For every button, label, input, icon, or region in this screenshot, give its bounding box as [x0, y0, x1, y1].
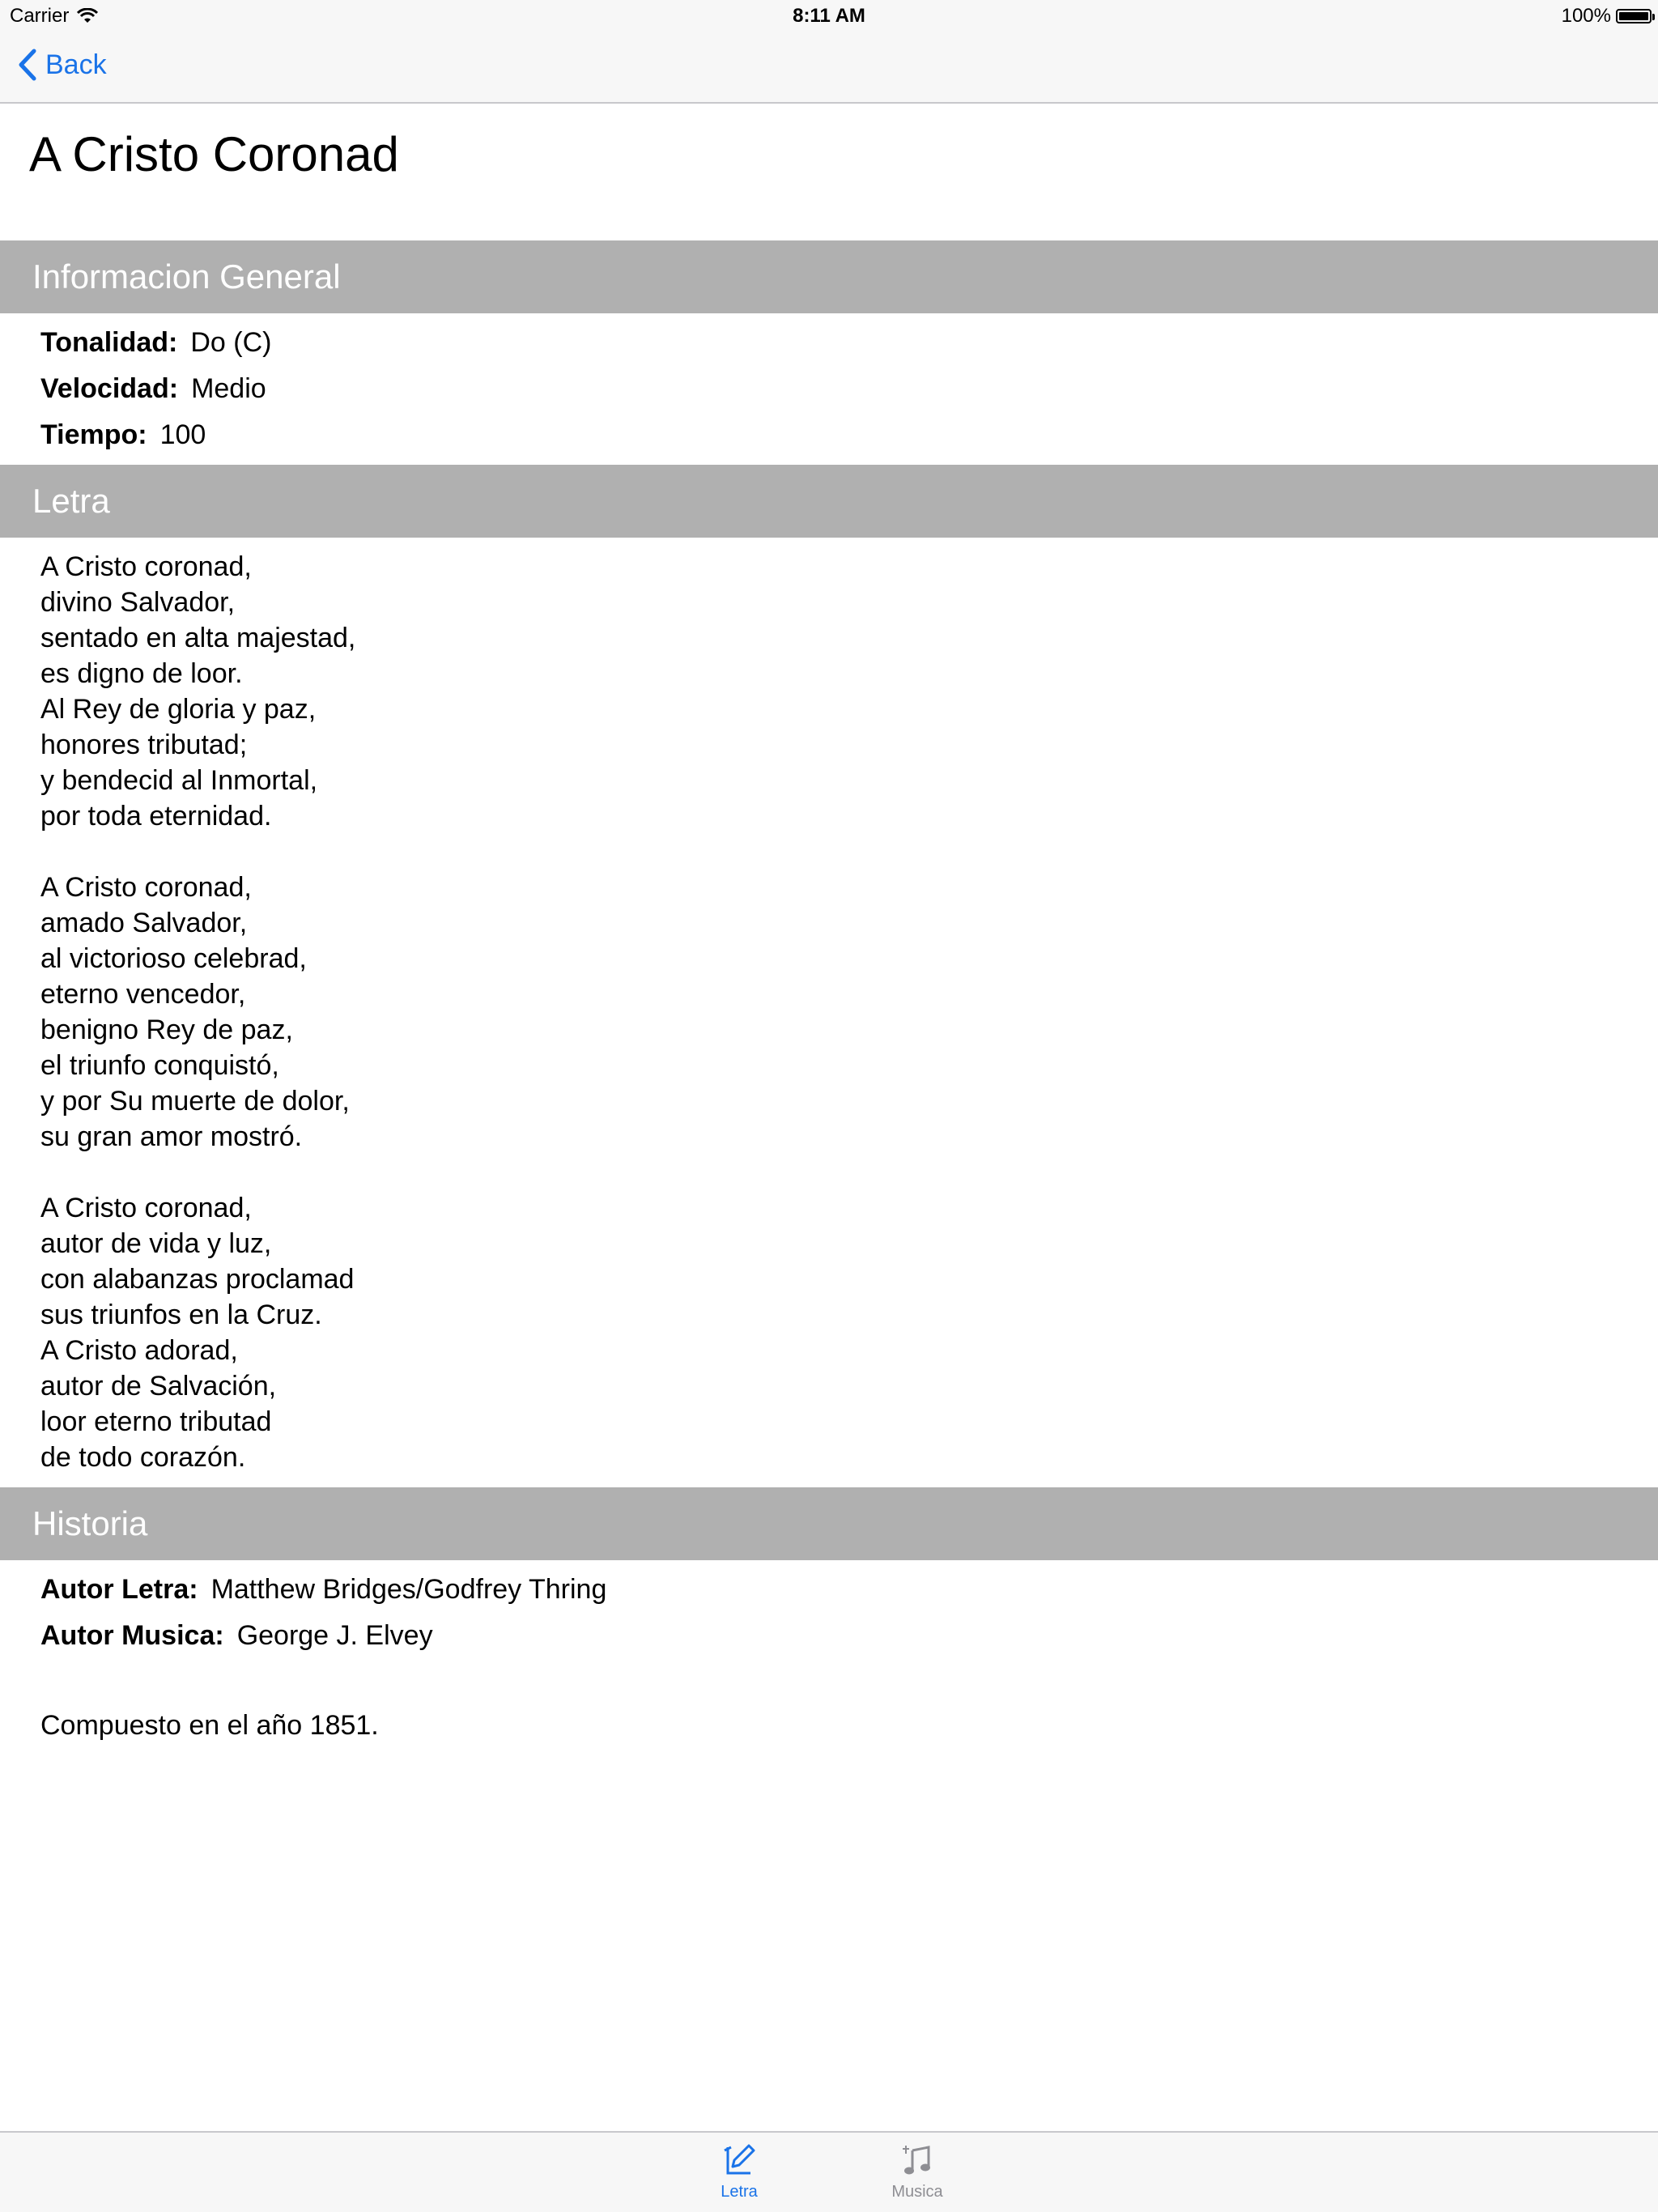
status-time: 8:11 AM: [793, 5, 865, 27]
lyric-line: sus triunfos en la Cruz.: [40, 1300, 322, 1330]
tab-bar: [0, 2131, 1658, 2212]
lyric-line: A Cristo adorad,: [40, 1335, 238, 1366]
info-row-tonalidad: [40, 326, 271, 359]
lyric-line: divino Salvador,: [40, 587, 236, 618]
music-note-icon: [899, 2142, 935, 2178]
tab-label: Letra: [721, 2183, 758, 2201]
lyric-line: y bendecid al Inmortal,: [40, 765, 318, 796]
info-value: Medio: [191, 373, 266, 404]
lyrics-stanza-3: [40, 1190, 355, 1475]
edit-icon: [721, 2142, 757, 2178]
info-label: Autor Letra:: [40, 1574, 198, 1605]
back-label: Back: [45, 49, 107, 80]
lyrics-text: [40, 549, 355, 1475]
status-right: [1562, 5, 1652, 28]
info-value: Do (C): [190, 327, 272, 358]
lyric-line: benigno Rey de paz,: [40, 1015, 293, 1045]
chevron-left-icon: [18, 49, 37, 81]
section-header-lyrics: Letra: [0, 465, 1658, 538]
lyric-line: al victorioso celebrad,: [40, 943, 307, 974]
lyric-line: amado Salvador,: [40, 908, 248, 938]
lyric-line: autor de vida y luz,: [40, 1228, 272, 1259]
info-value: George J. Elvey: [236, 1620, 433, 1651]
section-header-general: Informacion General: [0, 240, 1658, 313]
lyric-line: con alabanzas proclamad: [40, 1264, 355, 1295]
battery-percentage: 100%: [1561, 5, 1611, 27]
lyric-line: de todo corazón.: [40, 1442, 246, 1473]
info-label: Velocidad:: [40, 373, 179, 404]
page-title: A Cristo Coronad: [29, 127, 399, 181]
lyric-line: loor eterno tributad: [40, 1406, 272, 1437]
info-value: Matthew Bridges/Godfrey Thring: [210, 1574, 607, 1605]
back-button[interactable]: [18, 49, 107, 81]
navigation-bar: [0, 32, 1658, 104]
lyric-line: Al Rey de gloria y paz,: [40, 694, 317, 725]
lyric-line: por toda eternidad.: [40, 801, 272, 832]
lyric-line: eterno vencedor,: [40, 979, 246, 1010]
lyric-line: honores tributad;: [40, 730, 248, 760]
status-bar: [0, 0, 1658, 32]
tab-label: Musica: [891, 2183, 943, 2201]
lyric-line: autor de Salvación,: [40, 1371, 277, 1402]
info-label: Autor Musica:: [40, 1620, 224, 1651]
carrier-label: Carrier: [10, 5, 70, 27]
info-row-tiempo: [40, 419, 206, 451]
lyric-line: sentado en alta majestad,: [40, 623, 356, 653]
info-label: Tonalidad:: [40, 327, 178, 358]
lyric-line: A Cristo coronad,: [40, 872, 252, 903]
lyric-line: es digno de loor.: [40, 658, 243, 689]
tab-letra[interactable]: [691, 2142, 788, 2201]
lyrics-stanza-1: [40, 549, 355, 834]
lyric-line: A Cristo coronad,: [40, 1193, 252, 1223]
lyric-line: su gran amor mostró.: [40, 1121, 303, 1152]
tab-musica[interactable]: [869, 2142, 966, 2201]
battery-icon: [1616, 9, 1652, 23]
info-value: 100: [159, 419, 206, 450]
lyric-line: A Cristo coronad,: [40, 551, 252, 582]
info-row-autor-musica: [40, 1619, 433, 1652]
history-note: Compuesto en el año 1851.: [40, 1710, 379, 1741]
lyric-line: y por Su muerte de dolor,: [40, 1086, 350, 1117]
lyric-line: el triunfo conquistó,: [40, 1050, 279, 1081]
section-header-history: Historia: [0, 1487, 1658, 1560]
lyrics-stanza-2: [40, 870, 355, 1155]
info-label: Tiempo:: [40, 419, 147, 450]
info-row-velocidad: [40, 372, 266, 405]
info-row-autor-letra: [40, 1573, 606, 1606]
